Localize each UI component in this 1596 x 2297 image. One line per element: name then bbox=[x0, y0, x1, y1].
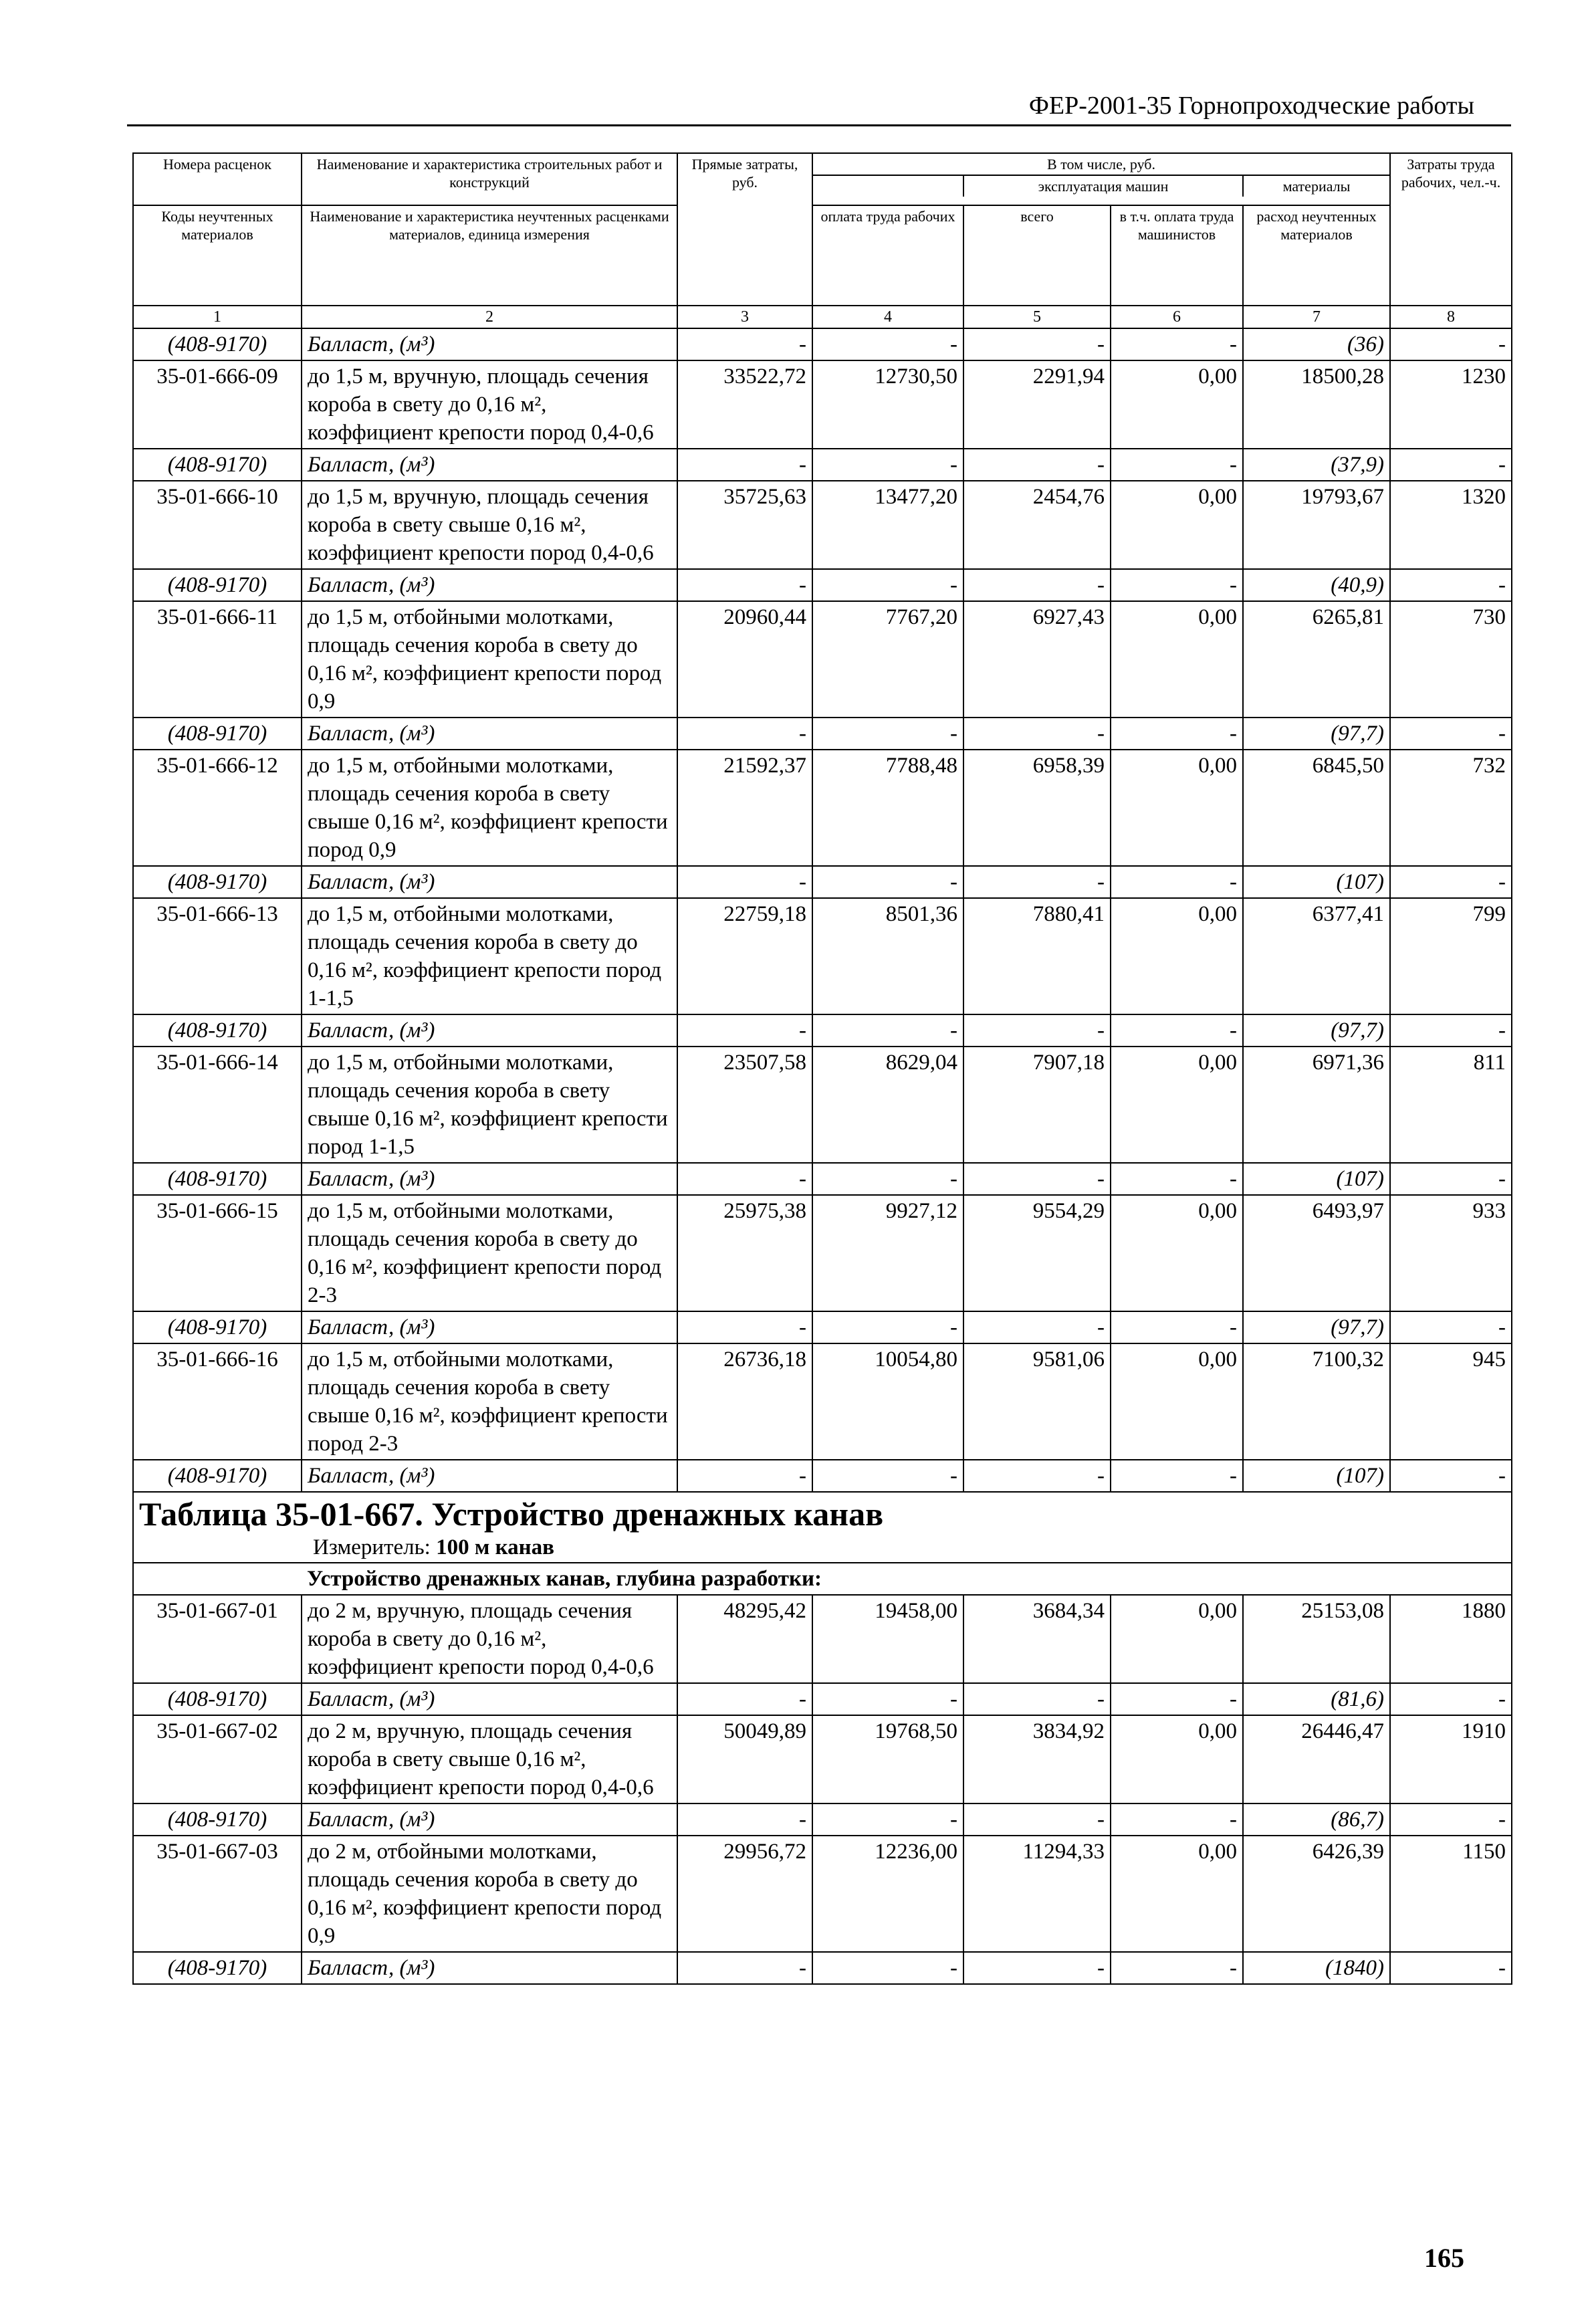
machinist-wages: 0,00 bbox=[1111, 601, 1243, 718]
worker-wages: 12730,50 bbox=[812, 360, 963, 449]
material-name: Балласт, (м³) bbox=[302, 1683, 677, 1715]
material-code: (408-9170) bbox=[133, 1460, 302, 1492]
rate-code: 35-01-666-11 bbox=[133, 601, 302, 718]
material-c3: - bbox=[677, 1014, 812, 1047]
material-c3: - bbox=[677, 718, 812, 750]
material-row bbox=[133, 1311, 1512, 1343]
rate-row bbox=[133, 1047, 1512, 1163]
col-num: 4 bbox=[812, 306, 963, 328]
material-c5: - bbox=[963, 569, 1111, 601]
material-c5: - bbox=[963, 1952, 1111, 1984]
rate-code: 35-01-667-01 bbox=[133, 1595, 302, 1683]
material-c4: - bbox=[812, 1163, 963, 1195]
material-c7: (1840) bbox=[1243, 1952, 1390, 1984]
material-c6: - bbox=[1111, 569, 1243, 601]
material-c4: - bbox=[812, 1683, 963, 1715]
material-code: (408-9170) bbox=[133, 449, 302, 481]
material-c8: - bbox=[1390, 449, 1512, 481]
materials-cost: 26446,47 bbox=[1243, 1715, 1390, 1803]
machinist-wages: 0,00 bbox=[1111, 360, 1243, 449]
direct-costs: 21592,37 bbox=[677, 750, 812, 866]
material-c4: - bbox=[812, 718, 963, 750]
material-c3: - bbox=[677, 449, 812, 481]
table-title: Таблица 35-01-667. Устройство дренажных канав bbox=[139, 1495, 884, 1533]
material-c7: (97,7) bbox=[1243, 1014, 1390, 1047]
material-c6: - bbox=[1111, 328, 1243, 360]
direct-costs: 23507,58 bbox=[677, 1047, 812, 1163]
material-code: (408-9170) bbox=[133, 1311, 302, 1343]
material-row bbox=[133, 1683, 1512, 1715]
machine-costs: 3684,34 bbox=[963, 1595, 1111, 1683]
material-c6: - bbox=[1111, 1014, 1243, 1047]
material-c3: - bbox=[677, 1163, 812, 1195]
material-c3: - bbox=[677, 328, 812, 360]
header-wages: оплата труда рабочих bbox=[812, 205, 963, 306]
material-c5: - bbox=[963, 328, 1111, 360]
header-rule bbox=[127, 124, 1511, 126]
material-c5: - bbox=[963, 1683, 1111, 1715]
material-code: (408-9170) bbox=[133, 1163, 302, 1195]
material-c7: (37,9) bbox=[1243, 449, 1390, 481]
material-row bbox=[133, 1952, 1512, 1984]
material-code: (408-9170) bbox=[133, 1683, 302, 1715]
rate-row bbox=[133, 1836, 1512, 1952]
material-c7: (40,9) bbox=[1243, 569, 1390, 601]
rate-code: 35-01-666-16 bbox=[133, 1343, 302, 1460]
machine-costs: 6927,43 bbox=[963, 601, 1111, 718]
header-unaccounted: расход неучтенных материалов bbox=[1243, 205, 1390, 306]
material-c3: - bbox=[677, 569, 812, 601]
material-name: Балласт, (м³) bbox=[302, 1311, 677, 1343]
table-title-cell bbox=[133, 1492, 1512, 1563]
table-title-row bbox=[133, 1492, 1512, 1563]
page-header-title: ФЕР-2001-35 Горнопроходческие работы bbox=[1028, 92, 1474, 120]
machine-costs: 9554,29 bbox=[963, 1195, 1111, 1311]
rate-code: 35-01-666-13 bbox=[133, 898, 302, 1014]
material-c5: - bbox=[963, 1014, 1111, 1047]
group-heading: Устройство дренажных канав, глубина разработки: bbox=[302, 1563, 1512, 1595]
material-c7: (36) bbox=[1243, 328, 1390, 360]
materials-cost: 19793,67 bbox=[1243, 481, 1390, 569]
material-c4: - bbox=[812, 1803, 963, 1836]
rate-row bbox=[133, 1595, 1512, 1683]
rate-code: 35-01-666-14 bbox=[133, 1047, 302, 1163]
material-c7: (81,6) bbox=[1243, 1683, 1390, 1715]
material-c7: (97,7) bbox=[1243, 718, 1390, 750]
labor-hours: 799 bbox=[1390, 898, 1512, 1014]
rate-description: до 2 м, вручную, площадь сечения короба в свету свыше 0,16 м², коэффициент крепости пород 0,4-0,6 bbox=[302, 1715, 677, 1803]
direct-costs: 33522,72 bbox=[677, 360, 812, 449]
material-c5: - bbox=[963, 449, 1111, 481]
material-c7: (97,7) bbox=[1243, 1311, 1390, 1343]
rate-row bbox=[133, 750, 1512, 866]
header-machinist-wages: в т.ч. оплата труда машинистов bbox=[1111, 205, 1243, 306]
machine-costs: 7880,41 bbox=[963, 898, 1111, 1014]
material-c4: - bbox=[812, 1460, 963, 1492]
worker-wages: 19458,00 bbox=[812, 1595, 963, 1683]
rate-description: до 1,5 м, отбойными молотками, площадь сечения короба в свету свыше 0,16 м², коэффициент крепости пород 1-1,5 bbox=[302, 1047, 677, 1163]
material-c3: - bbox=[677, 1803, 812, 1836]
material-c6: - bbox=[1111, 718, 1243, 750]
material-name: Балласт, (м³) bbox=[302, 1163, 677, 1195]
rate-row bbox=[133, 601, 1512, 718]
machinist-wages: 0,00 bbox=[1111, 898, 1243, 1014]
material-c3: - bbox=[677, 866, 812, 898]
labor-hours: 811 bbox=[1390, 1047, 1512, 1163]
material-c8: - bbox=[1390, 866, 1512, 898]
rate-row bbox=[133, 1715, 1512, 1803]
material-c6: - bbox=[1111, 866, 1243, 898]
machine-costs: 7907,18 bbox=[963, 1047, 1111, 1163]
material-code: (408-9170) bbox=[133, 1014, 302, 1047]
material-c6: - bbox=[1111, 1952, 1243, 1984]
header-incl-label: В том числе, руб. bbox=[813, 154, 1389, 176]
header-machines: эксплуатация машин bbox=[964, 176, 1244, 197]
direct-costs: 25975,38 bbox=[677, 1195, 812, 1311]
material-c8: - bbox=[1390, 718, 1512, 750]
header-numbers: Номера расценок bbox=[133, 153, 302, 205]
direct-costs: 26736,18 bbox=[677, 1343, 812, 1460]
direct-costs: 22759,18 bbox=[677, 898, 812, 1014]
group-heading-spacer bbox=[133, 1563, 302, 1595]
material-c6: - bbox=[1111, 449, 1243, 481]
material-c3: - bbox=[677, 1460, 812, 1492]
material-name: Балласт, (м³) bbox=[302, 449, 677, 481]
material-c7: (107) bbox=[1243, 1460, 1390, 1492]
material-name: Балласт, (м³) bbox=[302, 1014, 677, 1047]
material-c4: - bbox=[812, 1014, 963, 1047]
header-name: Наименование и характеристика строительных работ и конструкций bbox=[302, 153, 677, 205]
material-name: Балласт, (м³) bbox=[302, 1952, 677, 1984]
material-c5: - bbox=[963, 1311, 1111, 1343]
material-c4: - bbox=[812, 1952, 963, 1984]
material-c8: - bbox=[1390, 569, 1512, 601]
material-row bbox=[133, 1163, 1512, 1195]
materials-cost: 25153,08 bbox=[1243, 1595, 1390, 1683]
material-row bbox=[133, 718, 1512, 750]
labor-hours: 933 bbox=[1390, 1195, 1512, 1311]
materials-cost: 7100,32 bbox=[1243, 1343, 1390, 1460]
worker-wages: 19768,50 bbox=[812, 1715, 963, 1803]
material-c8: - bbox=[1390, 1014, 1512, 1047]
rate-description: до 2 м, вручную, площадь сечения короба в свету до 0,16 м², коэффициент крепости пород 0,4-0,6 bbox=[302, 1595, 677, 1683]
material-c8: - bbox=[1390, 1460, 1512, 1492]
machinist-wages: 0,00 bbox=[1111, 1343, 1243, 1460]
direct-costs: 29956,72 bbox=[677, 1836, 812, 1952]
machinist-wages: 0,00 bbox=[1111, 1047, 1243, 1163]
material-c8: - bbox=[1390, 1952, 1512, 1984]
materials-cost: 18500,28 bbox=[1243, 360, 1390, 449]
header-materials: материалы bbox=[1282, 178, 1351, 195]
material-c5: - bbox=[963, 718, 1111, 750]
material-c4: - bbox=[812, 328, 963, 360]
material-c7: (107) bbox=[1243, 866, 1390, 898]
header-total: всего bbox=[963, 205, 1111, 306]
rate-description: до 1,5 м, вручную, площадь сечения короба в свету до 0,16 м², коэффициент крепости пород 0,4-0,6 bbox=[302, 360, 677, 449]
col-num: 7 bbox=[1243, 306, 1390, 328]
material-c5: - bbox=[963, 1460, 1111, 1492]
rate-code: 35-01-666-10 bbox=[133, 481, 302, 569]
material-row bbox=[133, 1460, 1512, 1492]
worker-wages: 7788,48 bbox=[812, 750, 963, 866]
material-name: Балласт, (м³) bbox=[302, 1460, 677, 1492]
material-c6: - bbox=[1111, 1803, 1243, 1836]
rate-row bbox=[133, 1195, 1512, 1311]
labor-hours: 945 bbox=[1390, 1343, 1512, 1460]
material-c4: - bbox=[812, 1311, 963, 1343]
rate-code: 35-01-666-15 bbox=[133, 1195, 302, 1311]
header-name2: Наименование и характеристика неучтенных расценками материалов, единица измерения bbox=[302, 205, 677, 306]
col-num: 8 bbox=[1390, 306, 1512, 328]
rate-code: 35-01-666-12 bbox=[133, 750, 302, 866]
material-c5: - bbox=[963, 1163, 1111, 1195]
material-name: Балласт, (м³) bbox=[302, 718, 677, 750]
labor-hours: 1880 bbox=[1390, 1595, 1512, 1683]
rate-description: до 1,5 м, отбойными молотками, площадь сечения короба в свету до 0,16 м², коэффициент крепости пород 0,9 bbox=[302, 601, 677, 718]
materials-cost: 6265,81 bbox=[1243, 601, 1390, 718]
material-code: (408-9170) bbox=[133, 1952, 302, 1984]
material-c8: - bbox=[1390, 328, 1512, 360]
rate-description: до 2 м, отбойными молотками, площадь сечения короба в свету до 0,16 м², коэффициент крепости пород 0,9 bbox=[302, 1836, 677, 1952]
machinist-wages: 0,00 bbox=[1111, 1715, 1243, 1803]
worker-wages: 8629,04 bbox=[812, 1047, 963, 1163]
rate-description: до 1,5 м, отбойными молотками, площадь сечения короба в свету свыше 0,16 м², коэффициент крепости пород 2-3 bbox=[302, 1343, 677, 1460]
col-num: 3 bbox=[677, 306, 812, 328]
material-row bbox=[133, 1803, 1512, 1836]
rate-code: 35-01-666-09 bbox=[133, 360, 302, 449]
materials-cost: 6377,41 bbox=[1243, 898, 1390, 1014]
material-c3: - bbox=[677, 1311, 812, 1343]
rate-code: 35-01-667-03 bbox=[133, 1836, 302, 1952]
material-row bbox=[133, 569, 1512, 601]
material-c5: - bbox=[963, 866, 1111, 898]
header-codes: Коды неучтенных материалов bbox=[133, 205, 302, 306]
machine-costs: 6958,39 bbox=[963, 750, 1111, 866]
material-row bbox=[133, 328, 1512, 360]
labor-hours: 730 bbox=[1390, 601, 1512, 718]
rate-row bbox=[133, 1343, 1512, 1460]
machinist-wages: 0,00 bbox=[1111, 481, 1243, 569]
direct-costs: 20960,44 bbox=[677, 601, 812, 718]
material-c6: - bbox=[1111, 1460, 1243, 1492]
material-name: Балласт, (м³) bbox=[302, 328, 677, 360]
worker-wages: 13477,20 bbox=[812, 481, 963, 569]
rate-description: до 1,5 м, отбойными молотками, площадь сечения короба в свету до 0,16 м², коэффициент крепости пород 2-3 bbox=[302, 1195, 677, 1311]
material-code: (408-9170) bbox=[133, 718, 302, 750]
worker-wages: 8501,36 bbox=[812, 898, 963, 1014]
materials-cost: 6426,39 bbox=[1243, 1836, 1390, 1952]
material-row bbox=[133, 1014, 1512, 1047]
header-labor: Затраты труда рабочих, чел.-ч. bbox=[1390, 153, 1512, 306]
machine-costs: 3834,92 bbox=[963, 1715, 1111, 1803]
labor-hours: 1230 bbox=[1390, 360, 1512, 449]
material-name: Балласт, (м³) bbox=[302, 866, 677, 898]
material-c4: - bbox=[812, 569, 963, 601]
material-row bbox=[133, 449, 1512, 481]
page-number: 165 bbox=[1424, 2243, 1464, 2273]
material-c7: (107) bbox=[1243, 1163, 1390, 1195]
machinist-wages: 0,00 bbox=[1111, 1836, 1243, 1952]
col-num: 6 bbox=[1111, 306, 1243, 328]
material-code: (408-9170) bbox=[133, 1803, 302, 1836]
header-including bbox=[812, 153, 1390, 205]
materials-cost: 6845,50 bbox=[1243, 750, 1390, 866]
machinist-wages: 0,00 bbox=[1111, 750, 1243, 866]
material-c3: - bbox=[677, 1952, 812, 1984]
header-direct: Прямые затраты, руб. bbox=[677, 153, 812, 306]
machine-costs: 9581,06 bbox=[963, 1343, 1111, 1460]
material-c8: - bbox=[1390, 1311, 1512, 1343]
col-num: 5 bbox=[963, 306, 1111, 328]
rate-row bbox=[133, 898, 1512, 1014]
material-c7: (86,7) bbox=[1243, 1803, 1390, 1836]
col-num: 2 bbox=[302, 306, 677, 328]
rates-table bbox=[132, 152, 1512, 1985]
machinist-wages: 0,00 bbox=[1111, 1195, 1243, 1311]
material-code: (408-9170) bbox=[133, 866, 302, 898]
rate-row bbox=[133, 481, 1512, 569]
labor-hours: 1320 bbox=[1390, 481, 1512, 569]
material-c8: - bbox=[1390, 1163, 1512, 1195]
col-num: 1 bbox=[133, 306, 302, 328]
measure-value: 100 м канав bbox=[436, 1535, 554, 1559]
material-c5: - bbox=[963, 1803, 1111, 1836]
machine-costs: 11294,33 bbox=[963, 1836, 1111, 1952]
worker-wages: 7767,20 bbox=[812, 601, 963, 718]
material-name: Балласт, (м³) bbox=[302, 569, 677, 601]
labor-hours: 1150 bbox=[1390, 1836, 1512, 1952]
material-c4: - bbox=[812, 866, 963, 898]
direct-costs: 48295,42 bbox=[677, 1595, 812, 1683]
worker-wages: 10054,80 bbox=[812, 1343, 963, 1460]
material-c8: - bbox=[1390, 1683, 1512, 1715]
material-c4: - bbox=[812, 449, 963, 481]
rate-row bbox=[133, 360, 1512, 449]
material-c6: - bbox=[1111, 1683, 1243, 1715]
rate-description: до 1,5 м, отбойными молотками, площадь сечения короба в свету до 0,16 м², коэффициент крепости пород 1-1,5 bbox=[302, 898, 677, 1014]
materials-cost: 6971,36 bbox=[1243, 1047, 1390, 1163]
material-c8: - bbox=[1390, 1803, 1512, 1836]
material-c3: - bbox=[677, 1683, 812, 1715]
worker-wages: 12236,00 bbox=[812, 1836, 963, 1952]
material-name: Балласт, (м³) bbox=[302, 1803, 677, 1836]
machinist-wages: 0,00 bbox=[1111, 1595, 1243, 1683]
direct-costs: 35725,63 bbox=[677, 481, 812, 569]
material-code: (408-9170) bbox=[133, 569, 302, 601]
machine-costs: 2454,76 bbox=[963, 481, 1111, 569]
rate-code: 35-01-667-02 bbox=[133, 1715, 302, 1803]
document-page bbox=[132, 152, 1511, 1985]
measure-label: Измеритель: bbox=[313, 1535, 431, 1559]
direct-costs: 50049,89 bbox=[677, 1715, 812, 1803]
worker-wages: 9927,12 bbox=[812, 1195, 963, 1311]
group-heading-row bbox=[133, 1563, 1512, 1595]
measure-line bbox=[313, 1534, 1506, 1561]
rate-description: до 1,5 м, вручную, площадь сечения короба в свету свыше 0,16 м², коэффициент крепости пород 0,4-0,6 bbox=[302, 481, 677, 569]
machine-costs: 2291,94 bbox=[963, 360, 1111, 449]
column-numbers-row bbox=[133, 306, 1512, 328]
materials-cost: 6493,97 bbox=[1243, 1195, 1390, 1311]
material-c6: - bbox=[1111, 1163, 1243, 1195]
material-row bbox=[133, 866, 1512, 898]
material-c6: - bbox=[1111, 1311, 1243, 1343]
labor-hours: 732 bbox=[1390, 750, 1512, 866]
labor-hours: 1910 bbox=[1390, 1715, 1512, 1803]
rate-description: до 1,5 м, отбойными молотками, площадь сечения короба в свету свыше 0,16 м², коэффициент крепости пород 0,9 bbox=[302, 750, 677, 866]
material-code: (408-9170) bbox=[133, 328, 302, 360]
